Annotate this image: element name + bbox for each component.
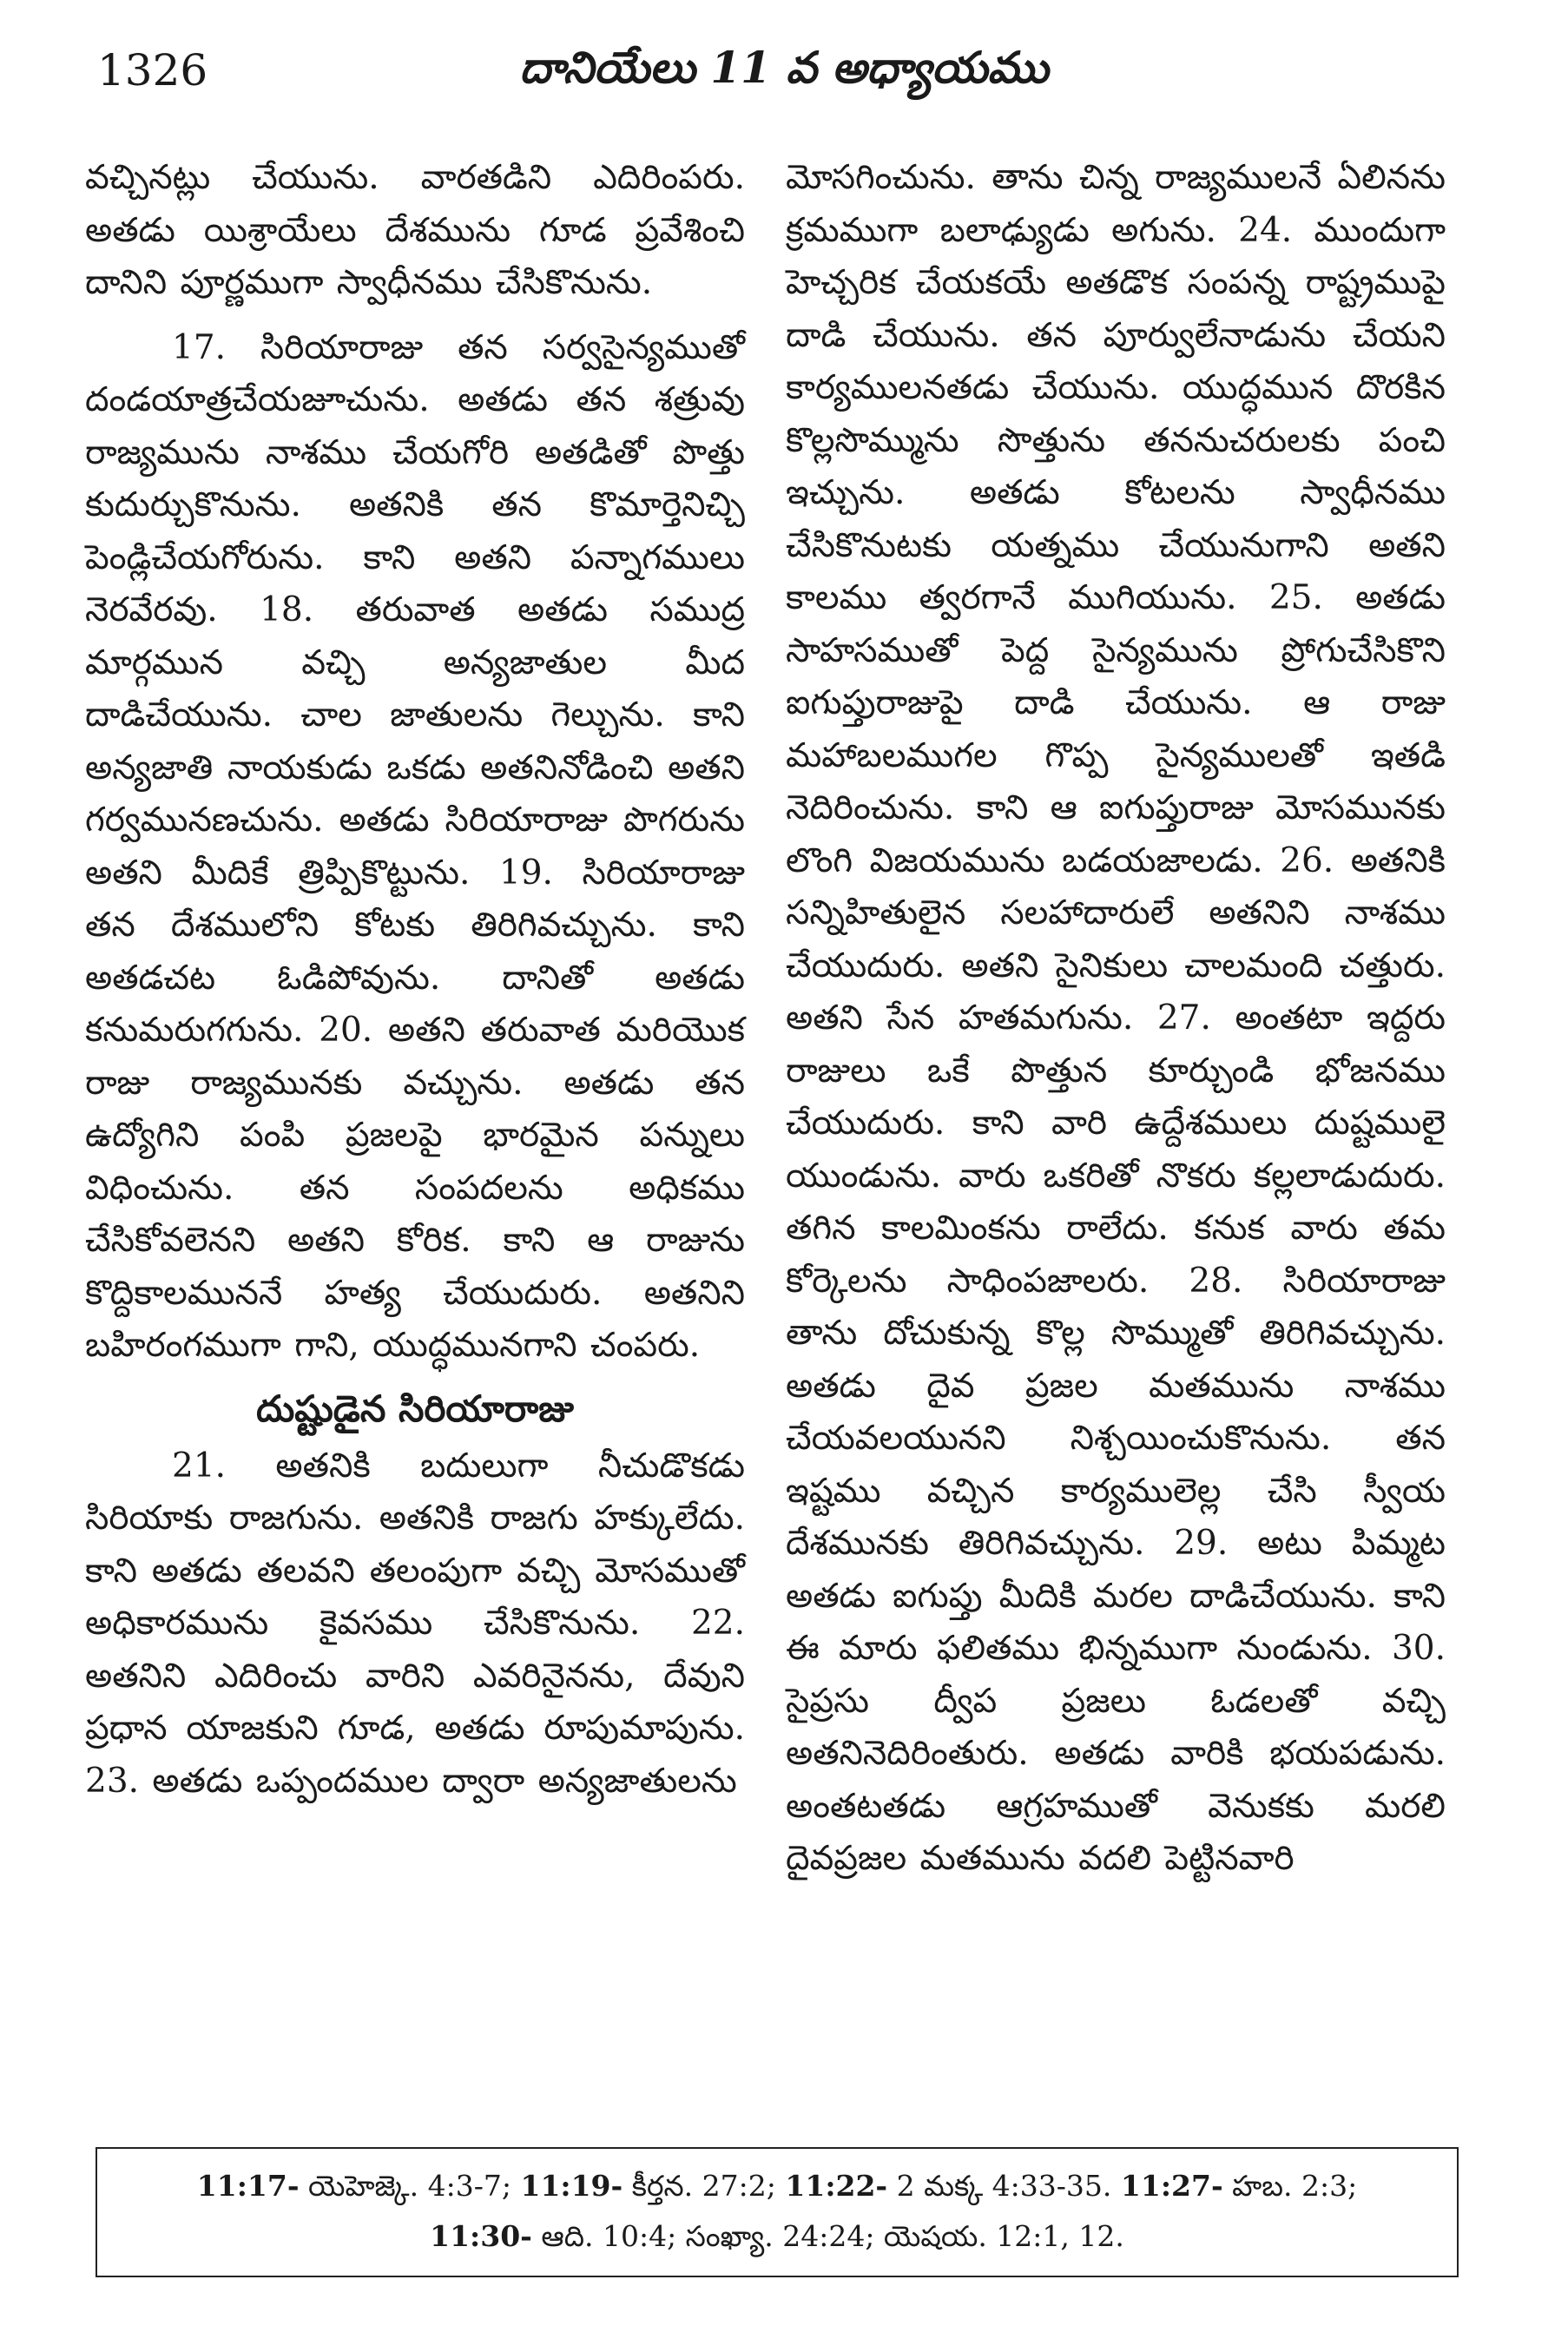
footnote-entry	[785, 2169, 1111, 2203]
footnote-box	[96, 2147, 1459, 2277]
footnote-text: యెహెజ్కె. 4:3-7;	[308, 2169, 511, 2203]
footnote-ref: 11:19-	[520, 2169, 623, 2203]
running-title: దానియేలు 11 వ అధ్యాయము	[519, 42, 1049, 93]
footnote-ref: 11:30-	[430, 2219, 532, 2253]
paragraph: వచ్చినట్లు చేయును. వారతడిని ఎదిరింపరు. అతడు యిశ్రాయేలు దేశమును గూడ ప్రవేశించి దానిని పూర్ణముగా స్వాధీనము చేసికొనును.	[85, 158, 745, 302]
page-number: 1326	[97, 45, 208, 96]
paragraph: 21. అతనికి బదులుగా నీచుడొకడు సిరియాకు రాజగును. అతనికి రాజగు హక్కులేదు. కాని అతడు తలవని తలంపుగా వచ్చి మోసముతో అధికారమును కైవసము చేసికొనును. 22. అతనిని ఎదిరించు వారిని ఎవరినైనను, దేవుని ప్రధాన యాజకుని గూడ, అతడు రూపుమాపును. 23. అతడు ఒప్పందముల ద్వారా అన్యజాతులను	[85, 1446, 745, 1801]
footnote-text: ఆది. 10:4; సంఖ్యా. 24:24; యెషయ. 12:1, 12.	[541, 2219, 1124, 2253]
footnote-ref: 11:22-	[785, 2169, 888, 2203]
footnote-entry	[430, 2219, 1124, 2253]
footnote-entry	[1121, 2169, 1357, 2203]
paragraph: 17. సిరియారాజు తన సర్వసైన్యముతో దండయాత్రచేయజూచును. అతడు తన శత్రువు రాజ్యమును నాశము చేయగోరి అతడితో పొత్తు కుదుర్చుకొనును. అతనికి తన కొమార్తెనిచ్చి పెండ్లిచేయగోరును. కాని అతని పన్నాగములు నెరవేరవు. 18. తరువాత అతడు సముద్ర మార్గమున వచ్చి అన్యజాతుల మీద దాడిచేయును. చాల జాతులను గెల్చును. కాని అన్యజాతి నాయకుడు ఒకడు అతనినోడించి అతని గర్వమునణచును. అతడు సిరియారాజు పొగరును అతని మీదికే త్రిప్పికొట్టును. 19. సిరియారాజు తన దేశములోని కోటకు తిరిగివచ్చును. కాని అతడచట ఓడిపోవును. దానితో అతడు కనుమరుగగును. 20. అతని తరువాత మరియొక రాజు రాజ్యమునకు వచ్చును. అతడు తన ఉద్యోగిని పంపి ప్రజలపై భారమైన పన్నులు విధించును. తన సంపదలను అధికము చేసికోవలెనని అతని కోరిక. కాని ఆ రాజును కొద్దికాలముననే హత్య చేయుదురు. అతనిని బహిరంగముగా గాని, యుద్ధమునగాని చంపరు.	[85, 327, 745, 1365]
paragraph: మోసగించును. తాను చిన్న రాజ్యములనే ఏలినను క్రమముగా బలాఢ్యుడు అగును. 24. ముందుగా హెచ్చరిక చేయకయే అతడొక సంపన్న రాష్ట్రముపై దాడి చేయును. తన పూర్వులేనాడును చేయని కార్యములనతడు చేయును. యుద్ధమున దొరకిన కొల్లసొమ్మును సొత్తును తననుచరులకు పంచి ఇచ్చును. అతడు కోటలను స్వాధీనము చేసికొనుటకు యత్నము చేయునుగాని అతని కాలము త్వరగానే ముగియును. 25. అతడు సాహసముతో పెద్ద సైన్యమును ప్రోగుచేసికొని ఐగుప్తురాజుపై దాడి చేయును. ఆ రాజు మహాబలముగల గొప్ప సైన్యములతో ఇతడి నెదిరించును. కాని ఆ ఐగుప్తురాజు మోసమునకు లొంగి విజయమును బడయజాలడు. 26. అతనికి సన్నిహితులైన సలహాదారులే అతనిని నాశము చేయుదురు. అతని సైనికులు చాలమంది చత్తురు. అతని సేన హతమగును. 27. అంతటా ఇద్దరు రాజులు ఒకే పొత్తున కూర్చుండి భోజనము చేయుదురు. కాని వారి ఉద్దేశములు దుష్టములై యుండును. వారు ఒకరితో నొకరు కల్లలాడుదురు. తగిన కాలమింకను రాలేదు. కనుక వారు తమ కోర్కెలను సాధింపజాలరు. 28. సిరియారాజు తాను దోచుకున్న కొల్ల సొమ్ముతో తిరిగివచ్చును. అతడు దైవ ప్రజల మతమును నాశము చేయవలయునని నిశ్చయించుకొనును. తన ఇష్టము వచ్చిన కార్యములెల్ల చేసి స్వీయ దేశమునకు తిరిగివచ్చును. 29. అటు పిమ్మట అతడు ఐగుప్తు మీదికి మరల దాడిచేయును. కాని ఈ మారు ఫలితము భిన్నముగా నుండును. 30. సైప్రసు ద్వీప ప్రజలు ఓడలతో వచ్చి అతనినెదిరింతురు. అతడు వారికి భయపడును. అంతటతడు ఆగ్రహముతో వెనుకకు మరలి దైవప్రజల మతమును వదలి పెట్టినవారి	[786, 158, 1446, 1878]
footnote-text: హబ. 2:3;	[1232, 2169, 1358, 2203]
page-header	[97, 42, 1471, 111]
footnote-entry	[520, 2169, 775, 2203]
left-column	[85, 152, 745, 1808]
footnote-ref: 11:17-	[196, 2169, 300, 2203]
footnote-entry	[197, 2169, 511, 2203]
footnote-ref: 11:27-	[1120, 2169, 1223, 2203]
footnote-text: 2 మక్క 4:33-35.	[896, 2169, 1112, 2203]
footnote-text: కీర్తన. 27:2;	[631, 2169, 776, 2203]
section-heading: దుష్టుడైన సిరియారాజు	[256, 1387, 574, 1430]
right-column	[786, 152, 1446, 1886]
